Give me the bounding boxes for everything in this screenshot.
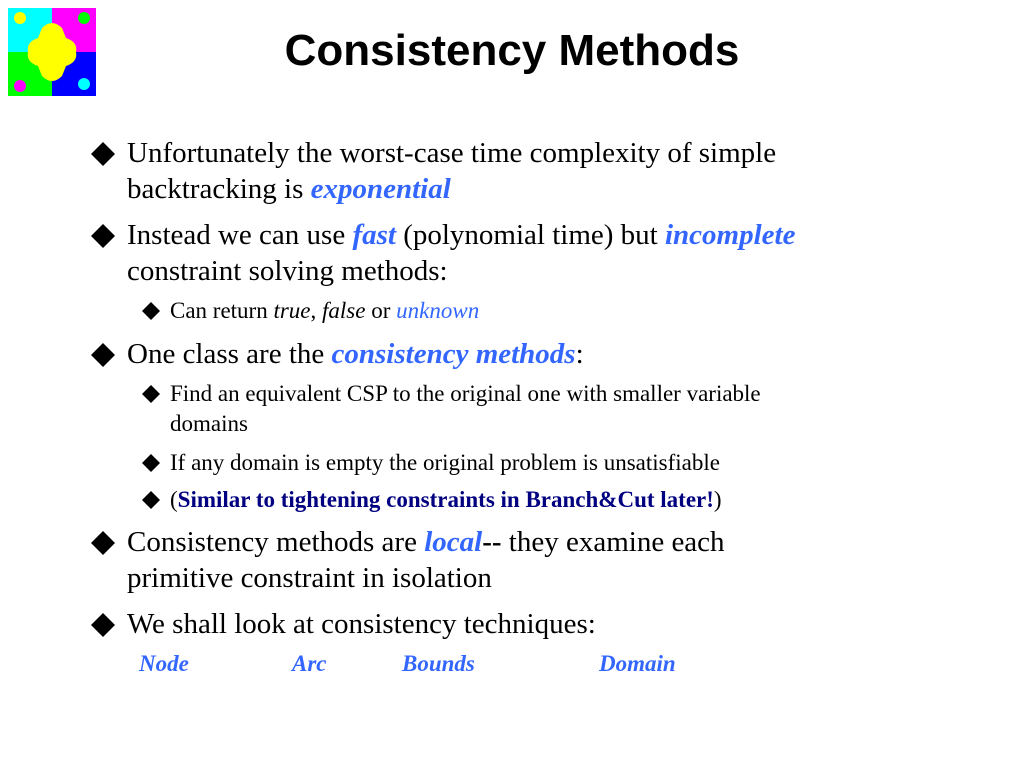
bullet-text: (polynomial time) but bbox=[395, 219, 665, 251]
bullet-text: they examine each bbox=[501, 526, 725, 558]
technique-arc: Arc bbox=[292, 651, 327, 676]
emphasis-incomplete: incomplete bbox=[664, 219, 796, 251]
bullet-text: Instead we can use bbox=[127, 219, 353, 251]
page-title: Consistency Methods bbox=[284, 26, 740, 75]
technique-domain: Domain bbox=[599, 651, 676, 676]
bullet-text: ) bbox=[713, 487, 722, 512]
bullet-text: Can return bbox=[170, 298, 274, 323]
diamond-bullet-icon bbox=[90, 336, 116, 372]
dash-separator: -- bbox=[482, 526, 502, 558]
value-true: true bbox=[273, 298, 311, 323]
diamond-bullet-icon bbox=[140, 485, 162, 515]
emphasis-fast: fast bbox=[352, 219, 396, 251]
diamond-bullet-icon bbox=[90, 606, 116, 642]
bullet-text: One class are the bbox=[127, 338, 332, 370]
bullet-text: Find an equivalent CSP to the original one with smaller variable bbox=[170, 381, 761, 406]
emphasis-exponential: exponential bbox=[310, 173, 451, 205]
bullet-text: We shall look at consistency techniques: bbox=[127, 608, 596, 640]
value-unknown: unknown bbox=[396, 298, 480, 323]
bullet-text: Unfortunately the worst-case time complexity of simple bbox=[127, 137, 777, 169]
subbullet-can-return bbox=[170, 296, 479, 326]
emphasis-local: local bbox=[424, 526, 483, 558]
subbullet-empty-domain bbox=[170, 448, 720, 478]
diamond-bullet-icon bbox=[90, 217, 116, 253]
technique-bounds: Bounds bbox=[402, 651, 475, 676]
bullet-text: ( bbox=[170, 487, 178, 512]
diamond-bullet-icon bbox=[140, 379, 162, 409]
bullet-text: Consistency methods are bbox=[127, 526, 425, 558]
bullet-text: or bbox=[365, 298, 397, 323]
diamond-bullet-icon bbox=[140, 296, 162, 326]
bullet-local-methods bbox=[127, 524, 725, 596]
bullet-techniques bbox=[127, 606, 596, 642]
diamond-bullet-icon bbox=[90, 524, 116, 560]
note-branch-and-cut: Similar to tightening constraints in Branch&Cut later! bbox=[177, 487, 714, 512]
emphasis-consistency-methods: consistency methods bbox=[331, 338, 576, 370]
bullet-incomplete-methods bbox=[127, 217, 795, 289]
value-false: false bbox=[322, 298, 366, 323]
diamond-bullet-icon bbox=[140, 448, 162, 478]
bullet-text: primitive constraint in isolation bbox=[127, 562, 492, 594]
diamond-bullet-icon bbox=[90, 135, 116, 171]
bullet-text: constraint solving methods: bbox=[127, 255, 448, 287]
bullet-consistency-methods bbox=[127, 336, 584, 372]
bullet-worst-case bbox=[127, 135, 776, 207]
bullet-text: backtracking is bbox=[127, 173, 311, 205]
bullet-text: : bbox=[575, 338, 584, 370]
bullet-text: If any domain is empty the original problem is unsatisfiable bbox=[170, 450, 720, 475]
technique-node: Node bbox=[139, 651, 189, 676]
subbullet-equivalent-csp bbox=[170, 379, 761, 439]
subbullet-branch-and-cut bbox=[170, 485, 722, 515]
bullet-text: , bbox=[310, 298, 323, 323]
bullet-text: domains bbox=[170, 411, 248, 436]
